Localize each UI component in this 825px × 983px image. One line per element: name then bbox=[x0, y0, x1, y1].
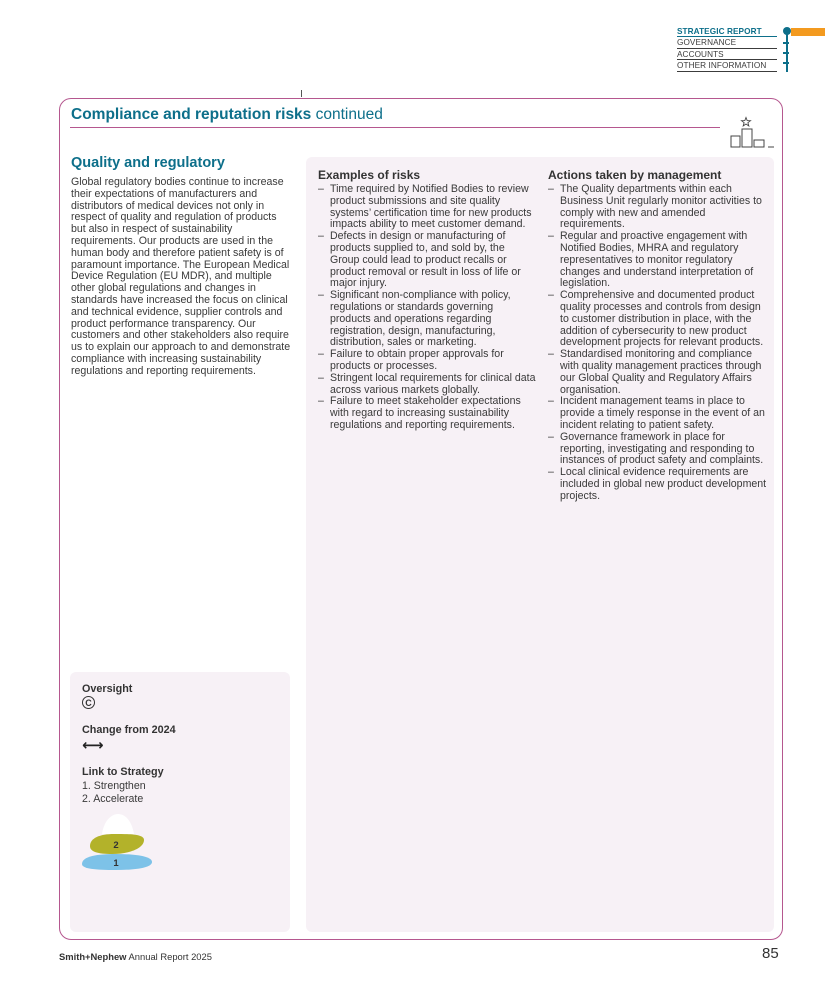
action-item: – Governance framework in place for reporting, investigating and responding to instances of product safety and complaints. bbox=[548, 432, 768, 467]
section-title-main: Compliance and reputation risks bbox=[71, 106, 312, 123]
strategy-item: 2. Accelerate bbox=[82, 793, 144, 805]
action-item: – Local clinical evidence requirements are included in global new product development projects. bbox=[548, 467, 768, 502]
footer-report-title bbox=[59, 951, 212, 962]
title-underline bbox=[70, 127, 720, 128]
nav-indicator-tick bbox=[783, 42, 789, 44]
risks-list bbox=[318, 184, 536, 432]
risks-heading: Examples of risks bbox=[318, 168, 421, 182]
section-title-continued: continued bbox=[311, 106, 383, 123]
nav-indicator-tick bbox=[783, 62, 789, 64]
action-item: – Incident management teams in place to provide a timely response in the event of an incident relating to patient safety. bbox=[548, 396, 768, 431]
strategy-label: Link to Strategy bbox=[82, 766, 164, 778]
action-item: – Standardised monitoring and compliance with quality management practices through our Global Quality and Regulatory Affairs organisation. bbox=[548, 349, 768, 396]
stone-label-1: 1 bbox=[113, 858, 119, 869]
risk-item: – Failure to meet stakeholder expectations with regard to increasing sustainability regulations and reporting requirements. bbox=[318, 396, 536, 431]
nav-other-information[interactable]: OTHER INFORMATION bbox=[677, 60, 777, 71]
action-item: – Regular and proactive engagement with Notified Bodies, MHRA and regulatory representatives to monitor regulatory changes and understand interpretation of legislation. bbox=[548, 231, 768, 290]
page-number: 85 bbox=[762, 945, 779, 962]
stone-label-2: 2 bbox=[113, 840, 119, 851]
oversight-label: Oversight bbox=[82, 683, 133, 695]
action-item: – The Quality departments within each Business Unit regularly monitor activities to comply with new and amended requirements. bbox=[548, 184, 768, 231]
strategy-item: 1. Strengthen bbox=[82, 780, 146, 792]
risk-item: – Defects in design or manufacturing of products supplied to, and sold by, the Group could lead to product recalls or product removal or result in loss of life or major injury. bbox=[318, 231, 536, 290]
nav-indicator-dot bbox=[783, 27, 791, 35]
circle-c-icon: C bbox=[82, 696, 95, 709]
footer-brand: Smith+Nephew bbox=[59, 951, 127, 962]
footer-report: Annual Report 2025 bbox=[126, 951, 212, 962]
section-navigation bbox=[677, 26, 777, 72]
oversight-box bbox=[70, 672, 290, 932]
nav-governance[interactable]: GOVERNANCE bbox=[677, 37, 777, 48]
column-marker bbox=[301, 90, 302, 97]
quality-heading: Quality and regulatory bbox=[71, 155, 225, 171]
nav-accounts[interactable]: ACCOUNTS bbox=[677, 49, 777, 60]
double-arrow-icon: ⟷ bbox=[82, 737, 104, 754]
podium-star-icon bbox=[728, 113, 774, 149]
actions-heading: Actions taken by management bbox=[548, 168, 722, 182]
nav-indicator-tick bbox=[783, 52, 789, 54]
strategy-stones-icon bbox=[82, 812, 162, 878]
active-section-tab bbox=[791, 28, 825, 36]
action-item: – Comprehensive and documented product quality processes and controls from design to customer distribution in place, with the addition of cybersecurity to new product development projects for relevant products. bbox=[548, 290, 768, 349]
actions-list bbox=[548, 184, 768, 503]
risk-item: – Stringent local requirements for clinical data across various markets globally. bbox=[318, 373, 536, 397]
change-label: Change from 2024 bbox=[82, 724, 176, 736]
nav-strategic-report[interactable]: STRATEGIC REPORT bbox=[677, 26, 777, 37]
risk-item: – Failure to obtain proper approvals for products or processes. bbox=[318, 349, 536, 373]
section-title bbox=[71, 106, 383, 124]
risk-item: – Significant non-compliance with policy, regulations or standards governing products and operations regarding registration, design, manufacturing, distribution, sales or marketing. bbox=[318, 290, 536, 349]
nav-indicator-line bbox=[786, 30, 788, 72]
quality-description: Global regulatory bodies continue to increase their expectations of manufacturers and distributors of medical devices not only in respect of quality and regulation of products but also in respect of sustainability requirements. Our products are used in the human body and therefore patient safety is of paramount importance. The European Medical Device Regulation (EU MDR), and multiple other global regulations and changes in standards have increased the focus on clinical and technical evidence, supplier controls and product performance transparency. Our customers and other stakeholders also require us to explain our approach to and demonstrate compliance with increasing sustainability regulations and reporting requirements. bbox=[71, 176, 291, 377]
risk-item: – Time required by Notified Bodies to review product submissions and site quality systems’ certification time for new products impacts ability to meet customer demand. bbox=[318, 184, 536, 231]
